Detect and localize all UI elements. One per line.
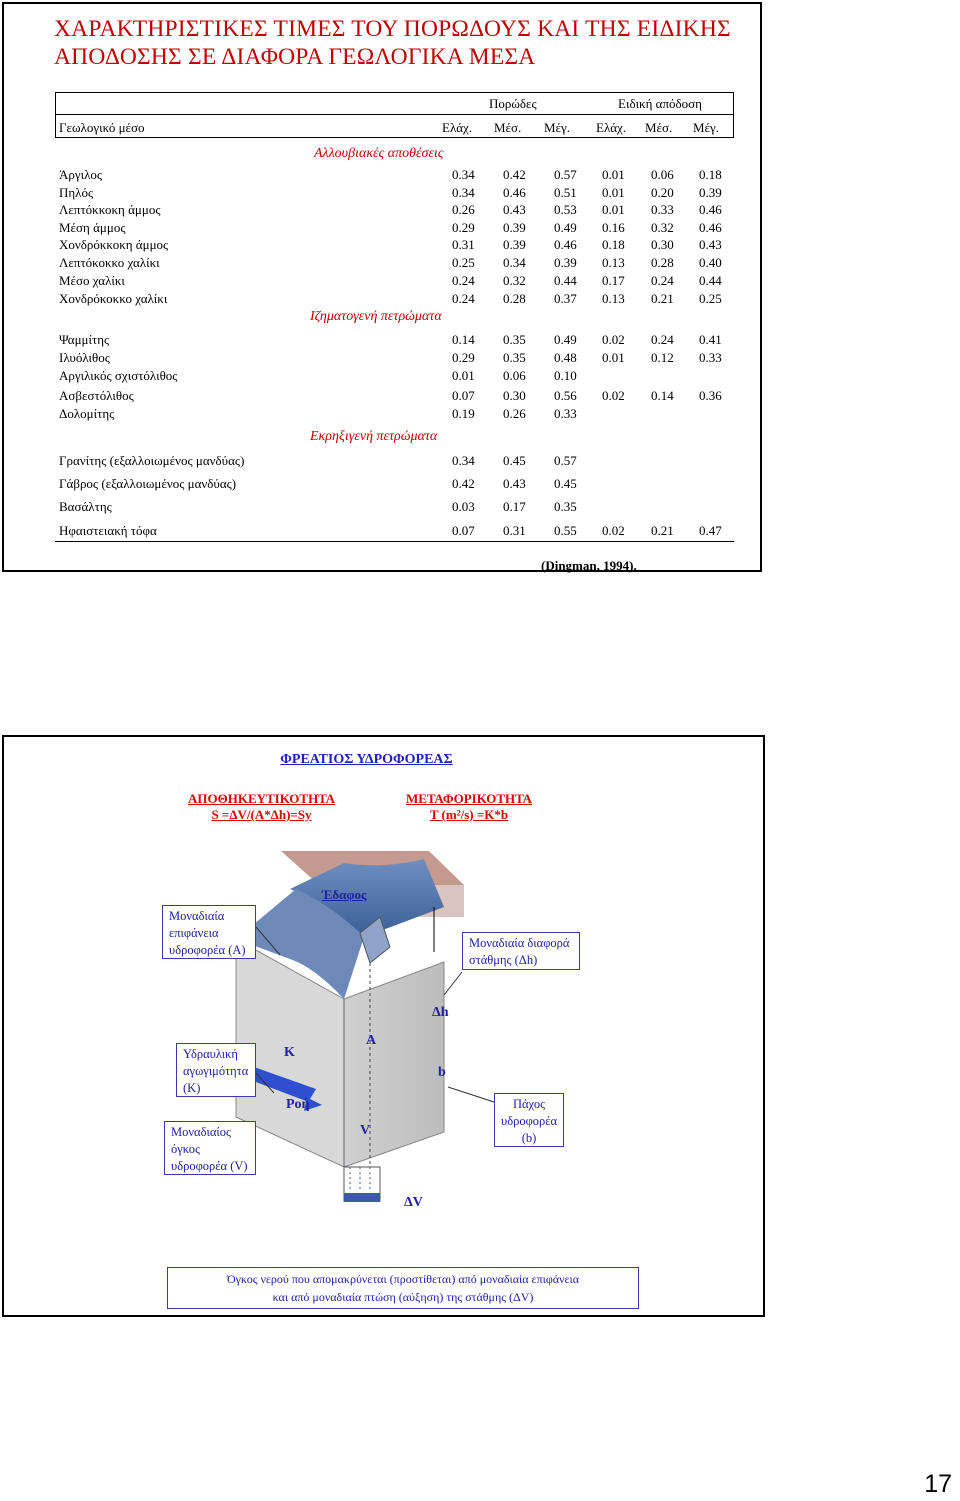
- table-cell: 0.35: [503, 350, 526, 365]
- conductivity-box: Υδραυλική αγωγιμότητα (K): [176, 1043, 256, 1097]
- section-title: Ιζηματογενή πετρώματα: [310, 309, 442, 324]
- unit-head-box: Μοναδιαία διαφορά στάθμης (Δh): [462, 932, 580, 970]
- table-cell: 0.26: [452, 202, 475, 217]
- table-bottom-rule: [55, 541, 734, 542]
- table-cell: 0.01: [602, 185, 625, 200]
- table-cell: 0.45: [554, 476, 577, 491]
- table-cell: 0.19: [452, 406, 475, 421]
- table-row-name: Χονδρόκκοκη άμμος: [59, 237, 169, 252]
- table-cell: 0.34: [452, 167, 475, 182]
- table-cell: 0.39: [503, 220, 526, 235]
- table-cell: 0.30: [503, 388, 526, 403]
- table-row-name: Ψαμμίτης: [59, 332, 110, 347]
- table-cell: 0.44: [699, 273, 722, 288]
- storage-heading-text: ΑΠΟΘΗΚΕΥΤΙΚΟΤΗΤΑ: [188, 791, 335, 806]
- diagram-title: ΦΡΕΑΤΙΟΣ ΥΔΡΟΦΟΡΕΑΣ: [280, 752, 453, 767]
- table-cell: 0.34: [452, 185, 475, 200]
- table-cell: 0.42: [452, 476, 475, 491]
- table-cell: 0.46: [503, 185, 526, 200]
- table-cell: 0.36: [699, 388, 722, 403]
- table-cell: 0.49: [554, 220, 577, 235]
- table-cell: 0.13: [602, 255, 625, 270]
- table-cell: 0.57: [554, 453, 577, 468]
- table-cell: 0.10: [554, 368, 577, 383]
- table-cell: 0.45: [503, 453, 526, 468]
- soil-label: Έδαφος: [322, 887, 367, 902]
- table-cell: 0.17: [503, 499, 526, 514]
- table-row-name: Δολομίτης: [59, 406, 115, 421]
- column-header: Ελάχ.: [442, 120, 473, 135]
- table-cell: 0.35: [554, 499, 577, 514]
- table-cell: 0.24: [452, 291, 475, 306]
- table-cell: 0.48: [554, 350, 577, 365]
- v-label: V: [360, 1123, 371, 1138]
- table-cell: 0.28: [503, 291, 526, 306]
- table-row-name: Γρανίτης (εξαλλοιωμένος μανδύας): [59, 453, 245, 468]
- thickness-box: Πάχος υδροφορέα (b): [494, 1093, 564, 1147]
- table-cell: 0.46: [699, 220, 722, 235]
- table-row-name: Βασάλτης: [59, 499, 112, 514]
- properties-table: [4, 4, 764, 574]
- table-cell: 0.44: [554, 273, 577, 288]
- column-header: Ελάχ.: [596, 120, 627, 135]
- table-cell: 0.18: [602, 237, 625, 252]
- table-cell: 0.34: [452, 453, 475, 468]
- table-cell: 0.01: [602, 202, 625, 217]
- volume-caption: [167, 1267, 639, 1309]
- table-cell: 0.57: [554, 167, 577, 182]
- table-cell: 0.32: [651, 220, 674, 235]
- table-cell: 0.06: [503, 368, 526, 383]
- table-cell: 0.39: [554, 255, 577, 270]
- volume-caption-line-2: και από μοναδιαία πτώση (αύξηση) της στάθμης (ΔV): [272, 1290, 534, 1304]
- table-cell: 0.24: [452, 273, 475, 288]
- table-slide: [2, 2, 762, 572]
- k-label: K: [284, 1045, 295, 1060]
- table-cell: 0.13: [602, 291, 625, 306]
- table-row-name: Χονδρόκοκκο χαλίκι: [59, 291, 168, 306]
- table-cell: 0.43: [503, 202, 526, 217]
- leader-line: [444, 972, 462, 995]
- table-row-name: Ιλυόλιθος: [59, 350, 110, 365]
- dv-label: ΔV: [404, 1195, 423, 1210]
- table-cell: 0.01: [602, 167, 625, 182]
- table-cell: 0.12: [651, 350, 674, 365]
- a-label: A: [366, 1033, 377, 1048]
- table-cell: 0.35: [503, 332, 526, 347]
- transmissivity-formula: T (m²/s) =K*b: [429, 807, 509, 822]
- section-title: Εκρηξιγενή πετρώματα: [310, 429, 438, 444]
- table-cell: 0.34: [503, 255, 526, 270]
- drained-water: [344, 1193, 380, 1202]
- table-cell: 0.29: [452, 350, 475, 365]
- table-cell: 0.25: [452, 255, 475, 270]
- table-cell: 0.24: [651, 332, 674, 347]
- table-cell: 0.02: [602, 388, 625, 403]
- table-row-name: Αργιλικός σχιστόλιθος: [59, 368, 178, 383]
- citation: (Dingman, 1994).: [541, 558, 637, 573]
- group-header-specific-yield: Ειδική απόδοση: [618, 96, 702, 111]
- table-cell: 0.17: [602, 273, 625, 288]
- table-row-name: Γάβρος (εξαλλοιωμένος μανδύας): [59, 476, 237, 491]
- group-header-porosity: Πορώδες: [489, 96, 537, 111]
- table-cell: 0.46: [554, 237, 577, 252]
- table-cell: 0.31: [503, 523, 526, 538]
- table-row-name: Λεπτόκοκκο χαλίκι: [59, 255, 160, 270]
- table-cell: 0.49: [554, 332, 577, 347]
- table-row-name: Μέση άμμος: [59, 220, 126, 235]
- aquifer-block-drawing: [4, 737, 763, 1315]
- table-cell: 0.51: [554, 185, 577, 200]
- table-cell: 0.39: [503, 237, 526, 252]
- leader-line: [448, 1087, 494, 1102]
- table-row-name: Ασβεστόλιθος: [59, 388, 134, 403]
- dh-label: Δh: [432, 1005, 449, 1020]
- table-cell: 0.14: [452, 332, 475, 347]
- column-header: Μέγ.: [544, 120, 571, 135]
- table-cell: 0.16: [602, 220, 625, 235]
- table-row-name: Λεπτόκκοκη άμμος: [59, 202, 161, 217]
- section-title: Αλλουβιακές αποθέσεις: [314, 146, 444, 161]
- table-cell: 0.39: [699, 185, 722, 200]
- table-cell: 0.25: [699, 291, 722, 306]
- unit-area-box: Μοναδιαία επιφάνεια υδροφορέα (A): [162, 905, 256, 959]
- table-cell: 0.20: [651, 185, 674, 200]
- page-number: 17: [924, 1470, 952, 1498]
- column-header: Μέσ.: [645, 120, 673, 135]
- table-cell: 0.26: [503, 406, 526, 421]
- table-cell: 0.46: [699, 202, 722, 217]
- column-header: Μέγ.: [693, 120, 720, 135]
- b-label: b: [438, 1065, 446, 1080]
- flow-label: Ροή: [286, 1097, 310, 1112]
- column-header: Μέσ.: [494, 120, 522, 135]
- table-cell: 0.56: [554, 388, 577, 403]
- table-cell: 0.33: [651, 202, 674, 217]
- table-cell: 0.29: [452, 220, 475, 235]
- table-cell: 0.31: [452, 237, 475, 252]
- table-cell: 0.14: [651, 388, 674, 403]
- table-cell: 0.02: [602, 523, 625, 538]
- column-header-medium: Γεωλογικό μέσο: [59, 120, 145, 135]
- page-title: ΧΑΡΑΚΤΗΡΙΣΤΙΚΕΣ ΤΙΜΕΣ ΤΟΥ ΠΟΡΩΔΟΥΣ ΚΑΙ ΤΗΣ ΕΙΔΙΚΗΣ ΑΠΟΔΟΣΗΣ ΣΕ ΔΙΑΦΟΡΑ ΓΕΩΛΟΓΙΚΑ ΜΕΣΑ: [54, 16, 731, 70]
- table-cell: 0.33: [554, 406, 577, 421]
- table-cell: 0.43: [699, 237, 722, 252]
- table-cell: 0.53: [554, 202, 577, 217]
- table-cell: 0.03: [452, 499, 475, 514]
- block-right-face: [344, 962, 444, 1167]
- table-cell: 0.01: [452, 368, 475, 383]
- unit-volume-box: Μοναδιαίος όγκος υδροφορέα (V): [164, 1121, 256, 1175]
- table-cell: 0.18: [699, 167, 722, 182]
- table-cell: 0.40: [699, 255, 722, 270]
- table-cell: 0.30: [651, 237, 674, 252]
- table-cell: 0.01: [602, 350, 625, 365]
- table-cell: 0.43: [503, 476, 526, 491]
- table-row-name: Ηφαιστειακή τόφα: [59, 523, 157, 538]
- table-cell: 0.06: [651, 167, 674, 182]
- table-cell: 0.37: [554, 291, 577, 306]
- table-cell: 0.21: [651, 291, 674, 306]
- table-row-name: Άργιλος: [59, 167, 103, 182]
- table-row-name: Μέσο χαλίκι: [59, 273, 125, 288]
- table-cell: 0.24: [651, 273, 674, 288]
- table-cell: 0.33: [699, 350, 722, 365]
- table-cell: 0.07: [452, 388, 475, 403]
- aquifer-diagram-slide: [2, 735, 765, 1317]
- table-cell: 0.07: [452, 523, 475, 538]
- table-cell: 0.32: [503, 273, 526, 288]
- table-cell: 0.42: [503, 167, 526, 182]
- header-divider: [55, 114, 734, 115]
- table-cell: 0.47: [699, 523, 722, 538]
- volume-caption-line-1: Όγκος νερού που απομακρύνεται (προστίθεται) από μοναδιαία επιφάνεια: [226, 1272, 580, 1286]
- table-cell: 0.28: [651, 255, 674, 270]
- storage-formula: S =ΔV/(A*Δh)=Sy: [211, 807, 312, 822]
- transmissivity-heading-text: ΜΕΤΑΦΟΡΙΚΟΤΗΤΑ: [406, 791, 532, 806]
- table-cell: 0.55: [554, 523, 577, 538]
- table-cell: 0.02: [602, 332, 625, 347]
- table-row-name: Πηλός: [59, 185, 94, 200]
- table-cell: 0.41: [699, 332, 722, 347]
- table-cell: 0.21: [651, 523, 674, 538]
